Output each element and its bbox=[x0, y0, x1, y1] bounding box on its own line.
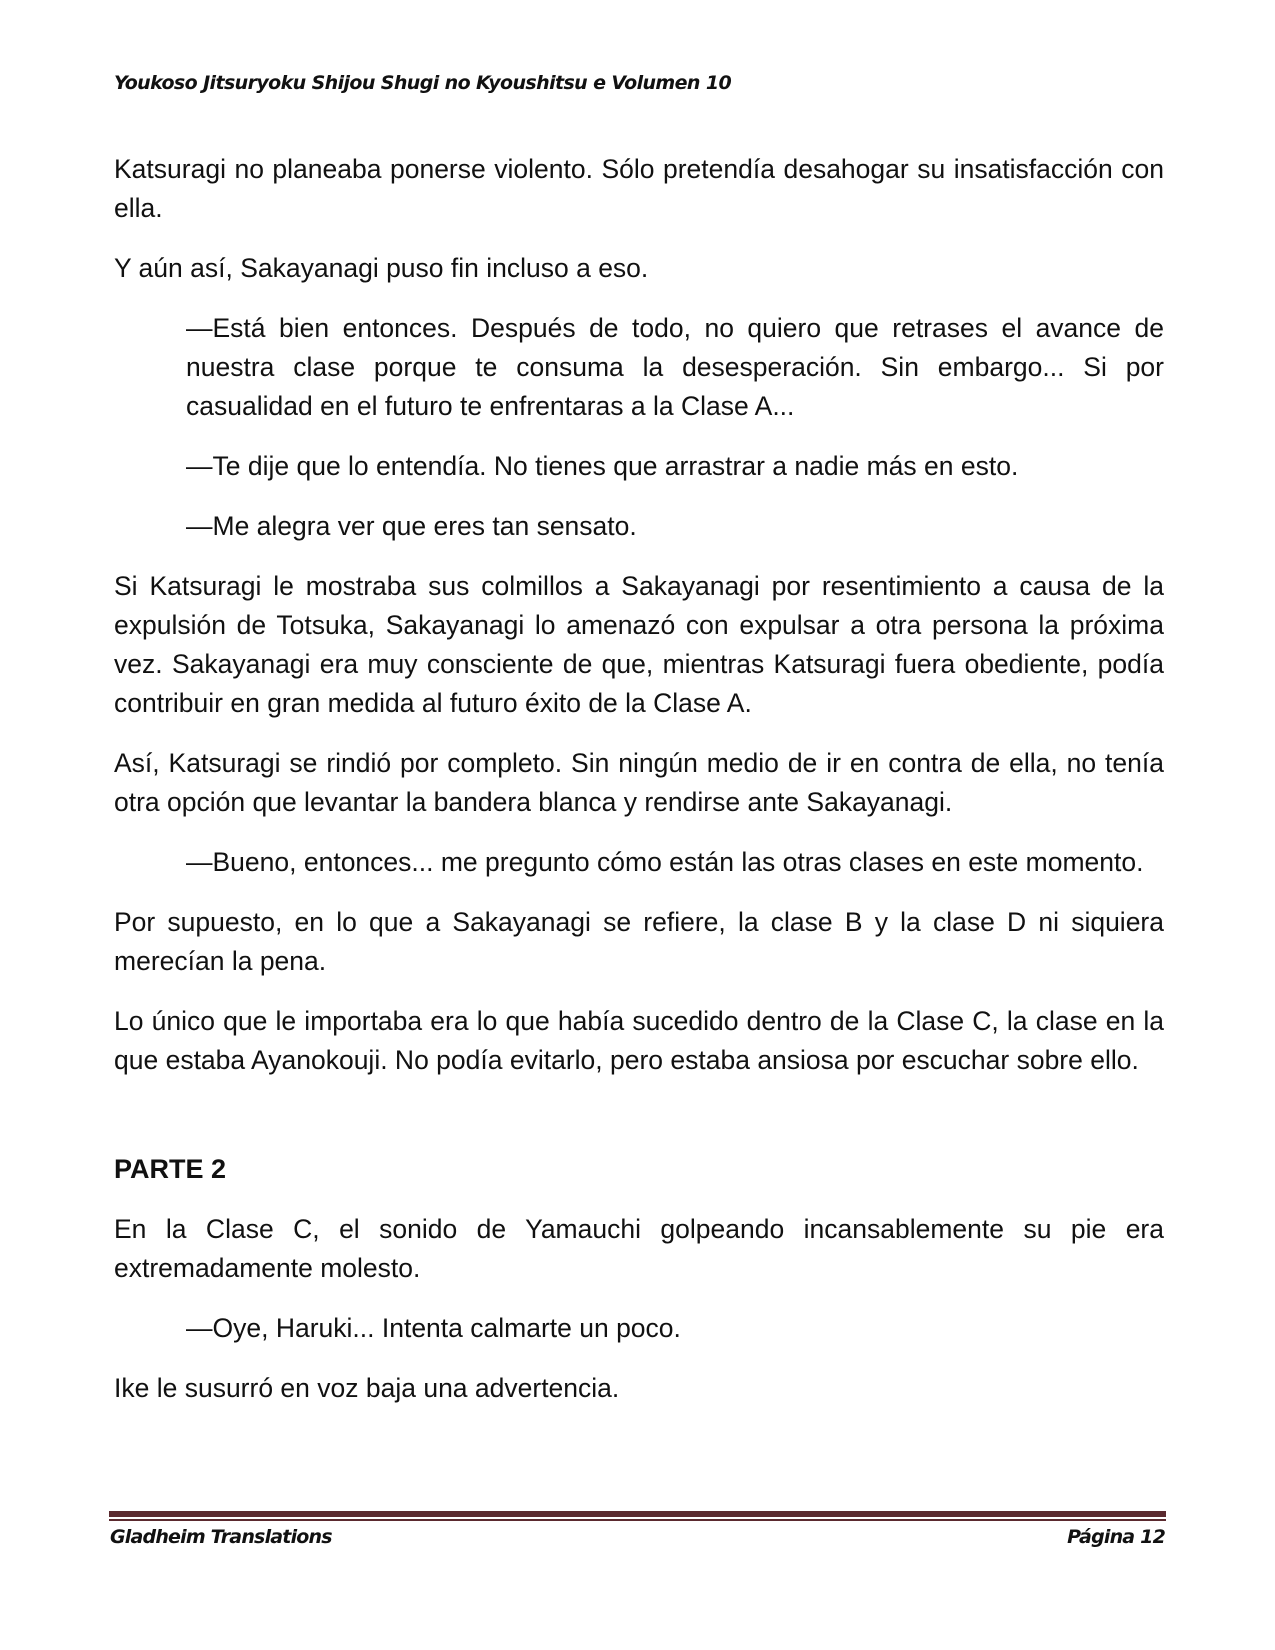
dialogue-line: —Te dije que lo entendía. No tienes que arrastrar a nadie más en esto. bbox=[186, 451, 1019, 481]
paragraph: Así, Katsuragi se rindió por completo. Sin ningún medio de ir en contra de ella, no tenía otra opción que levantar la bandera blanca y rendirse ante Sakayanagi. bbox=[114, 748, 1164, 817]
page-body bbox=[114, 150, 1164, 1429]
paragraph: En la Clase C, el sonido de Yamauchi golpeando incansablemente su pie era extremadamente molesto. bbox=[114, 1214, 1164, 1283]
dialogue-line: —Me alegra ver que eres tan sensato. bbox=[186, 511, 637, 541]
dialogue-line: —Está bien entonces. Después de todo, no quiero que retrases el avance de nuestra clase porque te consuma la desesperación. Sin embargo... Si por casualidad en el futuro te enfrentaras a la Clase A... bbox=[186, 313, 1164, 421]
section-heading: PARTE 2 bbox=[114, 1154, 227, 1184]
dialogue-line: —Oye, Haruki... Intenta calmarte un poco. bbox=[186, 1313, 681, 1343]
paragraph: Por supuesto, en lo que a Sakayanagi se refiere, la clase B y la clase D ni siquiera merecían la pena. bbox=[114, 907, 1164, 976]
paragraph: Si Katsuragi le mostraba sus colmillos a Sakayanagi por resentimiento a causa de la expulsión de Totsuka, Sakayanagi lo amenazó con expulsar a otra persona la próxima vez. Sakayanagi era muy consciente de que, mientras Katsuragi fuera obediente, podía contribuir en gran medida al futuro éxito de la Clase A. bbox=[114, 571, 1164, 718]
footer-rule-thin bbox=[109, 1519, 1166, 1521]
paragraph: Y aún así, Sakayanagi puso fin incluso a eso. bbox=[114, 253, 649, 283]
page-number: Página 12 bbox=[1067, 1526, 1165, 1548]
paragraph: Ike le susurró en voz baja una advertencia. bbox=[114, 1373, 620, 1403]
footer-rule bbox=[109, 1511, 1166, 1517]
paragraph: Katsuragi no planeaba ponerse violento. Sólo pretendía desahogar su insatisfacción con ella. bbox=[114, 154, 1164, 223]
paragraph: Lo único que le importaba era lo que había sucedido dentro de la Clase C, la clase en la que estaba Ayanokouji. No podía evitarlo, pero estaba ansiosa por escuchar sobre ello. bbox=[114, 1006, 1164, 1075]
running-header: Youkoso Jitsuryoku Shijou Shugi no Kyoushitsu e Volumen 10 bbox=[114, 72, 732, 94]
footer-publisher: Gladheim Translations bbox=[110, 1526, 332, 1548]
dialogue-line: —Bueno, entonces... me pregunto cómo están las otras clases en este momento. bbox=[186, 847, 1144, 877]
